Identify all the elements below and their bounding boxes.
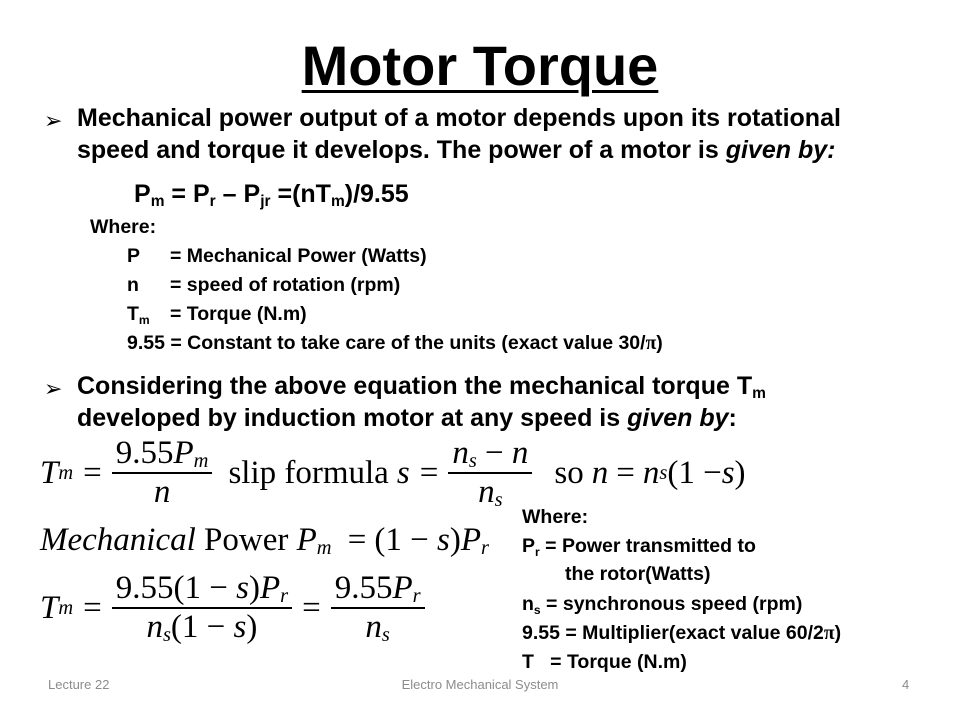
mechanical-power-equation: Mechanical Power Pm = (1 − s)Pr [40,522,490,559]
torque-equation-row: T m = $\frac{9.55Pm}{n}$ slip formula s = $\frac{ns - n}{ns}$ so n = n s (1 − s ) [40,435,746,511]
where-t-symbol: $T_m$ [127,303,150,327]
footer-page-number: 4 [902,677,910,692]
where-pr-line-2: the rotor(Watts) [565,563,711,585]
bullet-arrow-icon: ➢ [44,108,63,133]
slide-title: Motor Torque [301,34,659,97]
bullet-1-line-2: speed and torque it develops. The power of a motor is given by: [77,136,836,164]
footer-lecture: Lecture 22 [48,677,110,692]
where-multiplier-line: 9.55 = Multiplier(exact value 60/2π) [522,622,842,644]
where-torque-line: T = Torque (N.m) [522,651,687,673]
where-p-symbol: P [127,245,141,267]
bullet-2-line-1: Considering the above equation the mechanical torque $T_m$ [77,372,766,402]
bullet-2-line-2: developed by induction motor at any speed is given by: [77,404,737,432]
torque-rotor-fraction-1: $\frac{9.55(1 - s)Pr}{ns(1 - s)}$ [112,570,292,646]
where-t-definition: = Torque (N.m) [170,303,307,325]
torque-rotor-equation: T m = $\frac{9.55(1 - s)Pr}{ns(1 - s)}$ = $\frac{9.55Pr}{ns}$ [40,566,425,650]
where-n-definition: = speed of rotation (rpm) [170,274,401,296]
where-p-definition: = Mechanical Power (Watts) [170,245,427,267]
where-label-1: Where: [90,216,157,238]
power-formula: $P_m = P_r - P_{jr} =(nT_m)/9.55$ [134,180,409,210]
where-label-2: Where: [522,506,589,528]
where-n-symbol: n [127,274,139,296]
torque-rotor-fraction-2: $\frac{9.55Pr}{ns}$ [331,570,425,646]
footer-course: Electro Mechanical System [401,677,559,692]
slip-fraction: $\frac{ns - n}{ns}$ [448,435,532,511]
torque-fraction: $\frac{9.55Pm}{n}$ [112,435,213,511]
bullet-1-line-1: Mechanical power output of a motor depends upon its rotational [77,104,841,132]
where-pr-line: $P_r$ = Power transmitted to [522,535,756,559]
bullet-arrow-icon: ➢ [44,376,63,401]
where-ns-line: $n_s$ = synchronous speed (rpm) [522,593,803,617]
where-constant-line: 9.55 = Constant to take care of the units (exact value 30/π) [127,332,663,354]
